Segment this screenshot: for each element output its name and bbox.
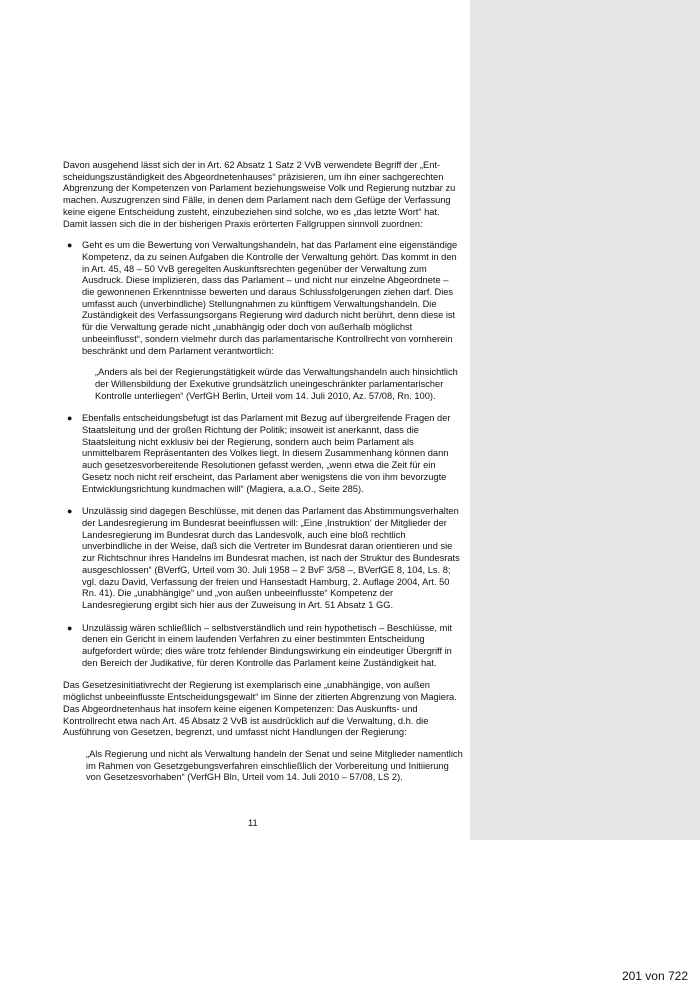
page-number: 11 [248, 818, 258, 828]
closing-quote: „Als Regierung und nicht als Verwaltung handeln der Senat und seine Mitglieder namentlich im Rahmen von Gesetzgebungsverfahren einschließlich der Vorbereitung und Initiierung von Gesetzesvorhaben“ (VerfGH Bln, Urteil vom 14. Juli 2010 – 57/08, LS 2). [86, 748, 463, 783]
bullet-text: Geht es um die Bewertung von Verwaltungshandeln, hat das Parlament eine eigenständige Kompetenz, da zu seinen Aufgaben die Kontrolle der Verwaltung gehört. Das kommt in den in Art. 45, 48 – 50 VvB geregelten Auskunftsrechten gegenüber der Verwaltung zum Ausdruck. Diese implizieren, dass das Parlament – und nicht nur einzelne Abgeordnete – die gewonnenen Erkenntnisse bewerten und daraus Schlussfolgerungen ziehen darf. Dies umfasst auch (unverbindliche) Stellungnahmen zu künftigem Verwaltungshandeln. Die Zuständigkeit des Verfassungsorgans Regierung wird dadurch nicht berührt, denn diese ist für die Verwaltung gerade nicht „unabhängig oder doch von außerhalb möglichst unbeeinflusst“, sondern vielmehr durch das parlamentarische Kontrollrecht von vornherein beschränkt und dem Parlament verantwortlich: [82, 240, 458, 356]
closing-paragraph: Das Gesetzesinitiativrecht der Regierung ist exemplarisch eine „unabhängige, von außen möglichst unbeeinflusste Entscheidungsgewalt“ im Sinne der zitierten Abgrenzung von Magiera. Das Abgeordnetenhaus hat insofern keine eigenen Kompetenzen: Das Auskunfts- und Kontrollrecht etwa nach Art. 45 Absatz 2 VvB ist ausdrücklich auf die Verwaltung, d.h. die Ausführung von Gesetzen, begrenzt, und umfasst nicht Handlungen der Regierung: [63, 680, 457, 738]
bullet-list [63, 240, 463, 669]
document-body [63, 160, 463, 794]
bullet-icon: ● [67, 622, 73, 633]
bullet-quote: „Anders als bei der Regierungstätigkeit würde das Verwaltungshandeln auch hinsichtlich der Willensbildung der Exekutive grundsätzlich uneingeschränkter parlamentarischer Kontrolle unterliegen“ (VerfGH Berlin, Urteil vom 14. Juli 2010, Az. 57/08, Rn. 100). [95, 367, 458, 401]
page-count: 201 von 722 [621, 969, 688, 983]
list-item [63, 240, 463, 402]
intro-paragraph: Davon ausgehend lässt sich der in Art. 62 Absatz 1 Satz 2 VvB verwendete Begriff der „Ent-scheidungszuständigkeit des Abgeordnetenhauses“ präzisieren, um ihn einer sachgerechten Abgrenzung der Kompetenzen von Parlament beziehungsweise Volk und Regierung nutzbar zu machen. Auszugrenzen sind Fälle, in denen dem Parlament nach dem Gefüge der Verfassung keine eigene Entscheidung zusteht, einzubeziehen sind solche, wo es „das letzte Wort“ hat. Damit lassen sich die in der bisherigen Praxis erörterten Fallgruppen sinnvoll zuordnen: [63, 160, 456, 229]
bullet-text: Unzulässig wären schließlich – selbstverständlich und rein hypothetisch – Beschlüsse, mit denen ein Gericht in einem laufenden Verfahren zu einer bestimmten Entscheidung aufgefordert würde; dies wäre trotz fehlender Bindungswirkung ein eindeutiger Übergriff in den Bereich der Judikative, für deren Kontrolle das Parlament keine Zuständigkeit hat. [82, 622, 452, 668]
bullet-icon: ● [67, 413, 73, 424]
bullet-text: Ebenfalls entscheidungsbefugt ist das Parlament mit Bezug auf übergreifende Fragen der Staatsleitung und der großen Richtung der Politik; insoweit ist anerkannt, dass die Staatsleitung nicht exklusiv bei der Regierung, sondern auch beim Parlament als unmittelbarem Repräsentanten des Volkes liegt. In diesem Zusammenhang können dann auch gesetzesvorbereitende Resolutionen gefasst werden, „wenn etwa die Zeit für ein Gesetz noch nicht reif erscheint, das Parlament aber wenigstens die von ihm bevorzugte Entwicklungsrichtung kundmachen will“ (Magiera, a.a.O., Seite 285). [82, 413, 451, 494]
bullet-icon: ● [67, 240, 73, 251]
comment-pane [470, 0, 700, 840]
bullet-text: Unzulässig sind dagegen Beschlüsse, mit denen das Parlament das Abstimmungsverhalten der Landesregierung im Bundesrat beeinflussen will: „Eine ‚Instruktion‘ der Mitglieder der Landesregierung im Bundesrat durch das Landesvolk, auch eine bloß rechtlich unverbindliche in der Weise, daß sich die Vertreter im Bundesrat daran orientieren und sie zur Richtschnur ihres Handelns im Bundesrat machen, ist nach der Struktur des Bundesrats ausgeschlossen“ (BVerfG, Urteil vom 30. Juli 1958 – 2 BvF 3/58 –, BVerfGE 8, 104, Ls. 8; vgl. dazu David, Verfassung der freien und Hansestadt Hamburg, 2. Auflage 2004, Art. 50 Rn. 41). Die „unabhängige“ und „von außen unbeeinflusste“ Kompetenz der Landesregierung ergibt sich hier aus der Zuweisung in Art. 51 Absatz 1 GG. [82, 506, 460, 610]
list-item [63, 623, 463, 670]
list-item [63, 413, 463, 495]
list-item [63, 506, 463, 611]
bullet-icon: ● [67, 506, 73, 517]
